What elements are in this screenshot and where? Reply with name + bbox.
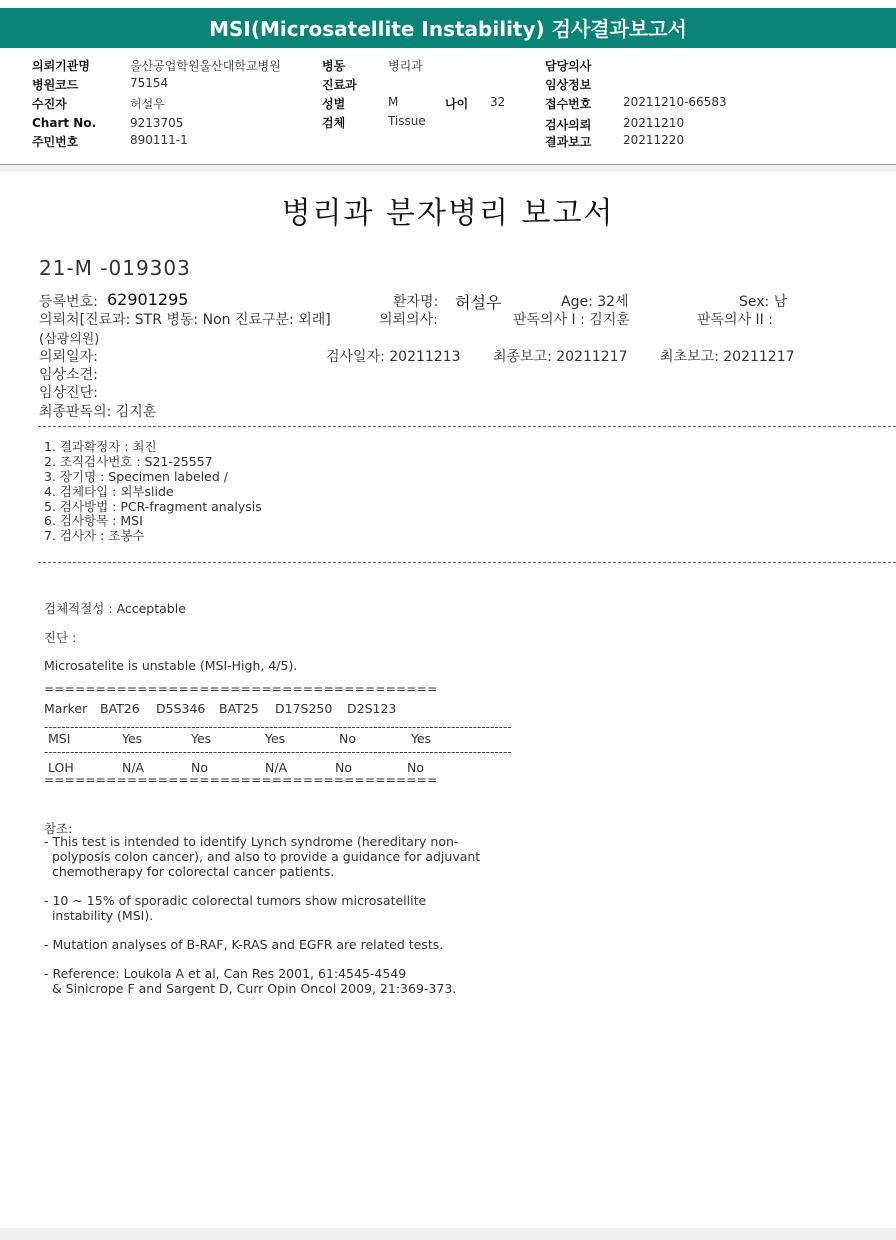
banner-title: MSI(Microsatellite Instability) 검사결과보고서 — [209, 17, 687, 41]
resident-no-value: 890111-1 — [130, 133, 188, 147]
final-reader: 최종판독의: 김지훈 — [39, 404, 157, 420]
patient-name-value: 허설우 — [455, 293, 502, 312]
sex-value: M — [388, 95, 399, 109]
note-line: chemotherapy for colorectal cancer patients. — [44, 864, 335, 879]
table-divider: ------------------------------------------------------------------------------------------------------------ — [44, 745, 512, 759]
report-banner — [0, 8, 896, 48]
table-border-top: ====================================== — [44, 682, 438, 696]
notes-label: 참조: — [44, 821, 73, 836]
test-request-label: 검사의뢰 — [545, 118, 592, 132]
test-item: 4. 검체타입 : 외부slide — [44, 484, 174, 499]
result-report-value: 20211220 — [623, 133, 685, 147]
request-date: 의뢰일자: — [39, 349, 98, 365]
table-header-cell: D17S250 — [275, 701, 333, 716]
pathologist-1: 판독의사 I : 김지훈 — [513, 312, 630, 328]
table-cell: LOH — [48, 760, 74, 775]
age-label: 나이 — [445, 97, 469, 111]
resident-no-label: 주민번호 — [32, 135, 79, 149]
table-header-cell: BAT25 — [219, 701, 259, 716]
test-item: 1. 결과확정자 : 최진 — [44, 439, 157, 454]
test-item: 3. 장기명 : Specimen labeled / — [44, 469, 228, 484]
table-header-cell: D2S123 — [347, 701, 397, 716]
table-cell: No — [339, 731, 356, 746]
ward-value: 병리과 — [388, 59, 423, 73]
hospital-value: 울산공업학원울산대학교병원 — [130, 59, 281, 73]
note-line: & Sinicrope F and Sargent D, Curr Opin Oncol 2009, 21:369-373. — [44, 981, 457, 996]
table-cell: Yes — [122, 731, 143, 746]
hospital-code-value: 75154 — [130, 76, 169, 90]
sex-label: 성별 — [322, 97, 346, 111]
section-gap — [0, 165, 896, 171]
note-line: - Mutation analyses of B-RAF, K-RAS and EGFR are related tests. — [44, 937, 444, 952]
note-line: polyposis colon cancer), and also to provide a guidance for adjuvant — [44, 849, 481, 864]
age-text: Age: 32세 — [561, 294, 629, 310]
receipt-no-label: 접수번호 — [545, 97, 592, 111]
test-item: 7. 검사자 : 조봉수 — [44, 528, 145, 543]
page-bottom-strip — [0, 1228, 896, 1240]
specimen-value: Tissue — [388, 114, 426, 128]
table-cell: Yes — [265, 731, 286, 746]
test-item: 6. 검사항목 : MSI — [44, 513, 143, 528]
note-line: - This test is intended to identify Lynch syndrome (hereditary non- — [44, 834, 459, 849]
test-item: 5. 검사방법 : PCR-fragment analysis — [44, 499, 262, 514]
sex-text: Sex: 남 — [739, 294, 788, 310]
table-divider: ------------------------------------------------------------------------------------------------------------ — [44, 720, 512, 734]
table-header-cell: BAT26 — [100, 701, 140, 716]
first-report-date: 최초보고: 20211217 — [660, 349, 795, 365]
table-cell: No — [191, 760, 208, 775]
note-line: - Reference: Loukola A et al, Can Res 2001, 61:4545-4549 — [44, 966, 407, 981]
patient-label: 수진자 — [32, 97, 67, 111]
patient-name-label: 환자명: — [393, 294, 439, 310]
test-date: 검사일자: 20211213 — [326, 349, 461, 365]
clinical-opinion: 임상소견: — [39, 367, 98, 383]
requester-line: 의뢰처[진료과: STR 병동: Non 진료구분: 외래] — [39, 312, 331, 328]
reg-value: 62901295 — [107, 290, 189, 309]
final-report-date: 최종보고: 20211217 — [493, 349, 628, 365]
test-request-value: 20211210 — [623, 116, 685, 130]
specimen-label: 검체 — [322, 116, 346, 130]
table-cell: Yes — [191, 731, 212, 746]
result-report-label: 결과보고 — [545, 135, 592, 149]
request-doctor: 의뢰의사: — [379, 312, 438, 328]
patient-value: 허설우 — [130, 97, 165, 111]
age-value: 32 — [490, 95, 506, 109]
table-cell: Yes — [411, 731, 432, 746]
ward-label: 병동 — [322, 59, 346, 73]
hospital-label: 의뢰기관명 — [32, 59, 90, 73]
reg-label: 등록번호: — [39, 294, 98, 310]
diagnosis-text: Microsatelite is unstable (MSI-High, 4/5). — [44, 658, 298, 673]
diagnosis-label: 진단 : — [44, 630, 77, 645]
clinical-diagnosis: 임상진단: — [39, 385, 98, 401]
chart-no-label: Chart No. — [32, 116, 97, 130]
table-cell: MSI — [48, 731, 71, 746]
table-header-cell: D5S346 — [156, 701, 206, 716]
banner-top-strip — [0, 0, 896, 8]
doctor-label: 담당의사 — [545, 59, 592, 73]
note-line: - 10 ~ 15% of sporadic colorectal tumors show microsatellite — [44, 893, 427, 908]
table-cell: N/A — [122, 760, 145, 775]
chart-no-value: 9213705 — [130, 116, 184, 130]
requester-name: (삼광의원) — [39, 332, 100, 347]
dash-divider-1 — [38, 426, 896, 427]
note-line: instability (MSI). — [44, 908, 154, 923]
hospital-code-label: 병원코드 — [32, 78, 79, 92]
report-number: 21-M -019303 — [39, 256, 191, 280]
table-cell: No — [335, 760, 352, 775]
table-cell: No — [407, 760, 424, 775]
table-header-cell: Marker — [44, 701, 88, 716]
receipt-no-value: 20211210-66583 — [623, 95, 727, 109]
table-cell: N/A — [265, 760, 288, 775]
pathologist-2: 판독의사 II : — [697, 312, 773, 328]
clinical-info-label: 임상정보 — [545, 78, 592, 92]
test-item: 2. 조직검사번호 : S21-25557 — [44, 454, 213, 469]
adequacy: 검체적절성 : Acceptable — [44, 601, 186, 616]
report-title: 병리과 분자병리 보고서 — [281, 196, 615, 231]
dash-divider-2 — [38, 562, 896, 563]
department-label: 진료과 — [322, 78, 357, 92]
table-border-bottom: ====================================== — [44, 773, 438, 787]
